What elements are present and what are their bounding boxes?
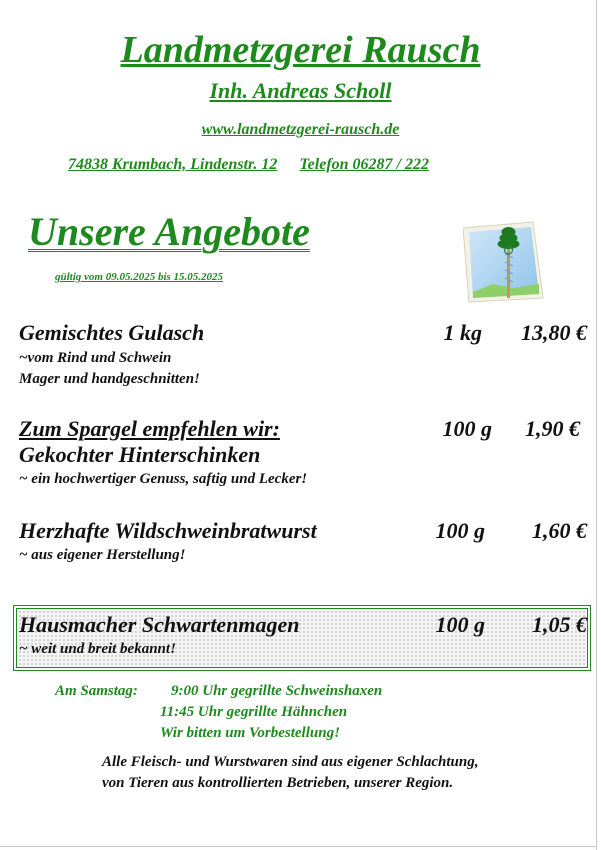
- address: 74838 Krumbach, Lindenstr. 12: [68, 156, 278, 173]
- shop-title: Landmetzgerei Rausch: [120, 29, 481, 71]
- item-name: Herzhafte Wildschweinbratwurst: [19, 518, 317, 543]
- saturday-line: 11:45 Uhr gegrillte Hähnchen: [160, 704, 348, 720]
- item-price: 1,05 €: [532, 612, 587, 637]
- item-description: Mager und handgeschnitten!: [19, 371, 200, 387]
- offers-heading: Unsere Angebote: [28, 209, 310, 254]
- item-quantity: 100 g: [435, 612, 485, 637]
- item-description: ~vom Rind und Schwein: [19, 350, 172, 366]
- item-intro: Zum Spargel empfehlen wir:: [19, 416, 280, 441]
- item-price: 1,90 €: [525, 416, 580, 441]
- saturday-line: Wir bitten um Vorbestellung!: [160, 725, 340, 741]
- item-quantity: 1 kg: [443, 320, 482, 345]
- item-description: ~ ein hochwertiger Genuss, saftig und Lecker!: [19, 471, 308, 487]
- item-price: 1,60 €: [532, 518, 587, 543]
- footer-text: von Tieren aus kontrollierten Betrieben, unserer Region.: [102, 775, 454, 791]
- item-name: Gemischtes Gulasch: [19, 320, 205, 345]
- item-description: ~ aus eigener Herstellung!: [19, 547, 186, 563]
- item-description: ~ weit und breit bekannt!: [19, 641, 176, 657]
- item-name: Gekochter Hinterschinken: [19, 442, 261, 467]
- maypole-image: [463, 218, 547, 306]
- item-quantity: 100 g: [435, 518, 485, 543]
- saturday-line: 9:00 Uhr gegrillte Schweinshaxen: [171, 683, 383, 699]
- owner-name: Inh. Andreas Scholl: [209, 78, 392, 103]
- validity-date: gültig vom 09.05.2025 bis 15.05.2025: [55, 271, 224, 283]
- item-name: Hausmacher Schwartenmagen: [19, 612, 300, 637]
- page-edge-bottom: [0, 846, 597, 847]
- website-link[interactable]: www.landmetzgerei-rausch.de: [201, 121, 400, 138]
- saturday-label: Am Samstag:: [55, 683, 138, 699]
- item-price: 13,80 €: [521, 320, 587, 345]
- footer-text: Alle Fleisch- und Wurstwaren sind aus eigener Schlachtung,: [102, 754, 479, 770]
- address-line: [68, 155, 429, 175]
- item-quantity: 100 g: [442, 416, 492, 441]
- phone-number: Telefon 06287 / 222: [299, 156, 429, 173]
